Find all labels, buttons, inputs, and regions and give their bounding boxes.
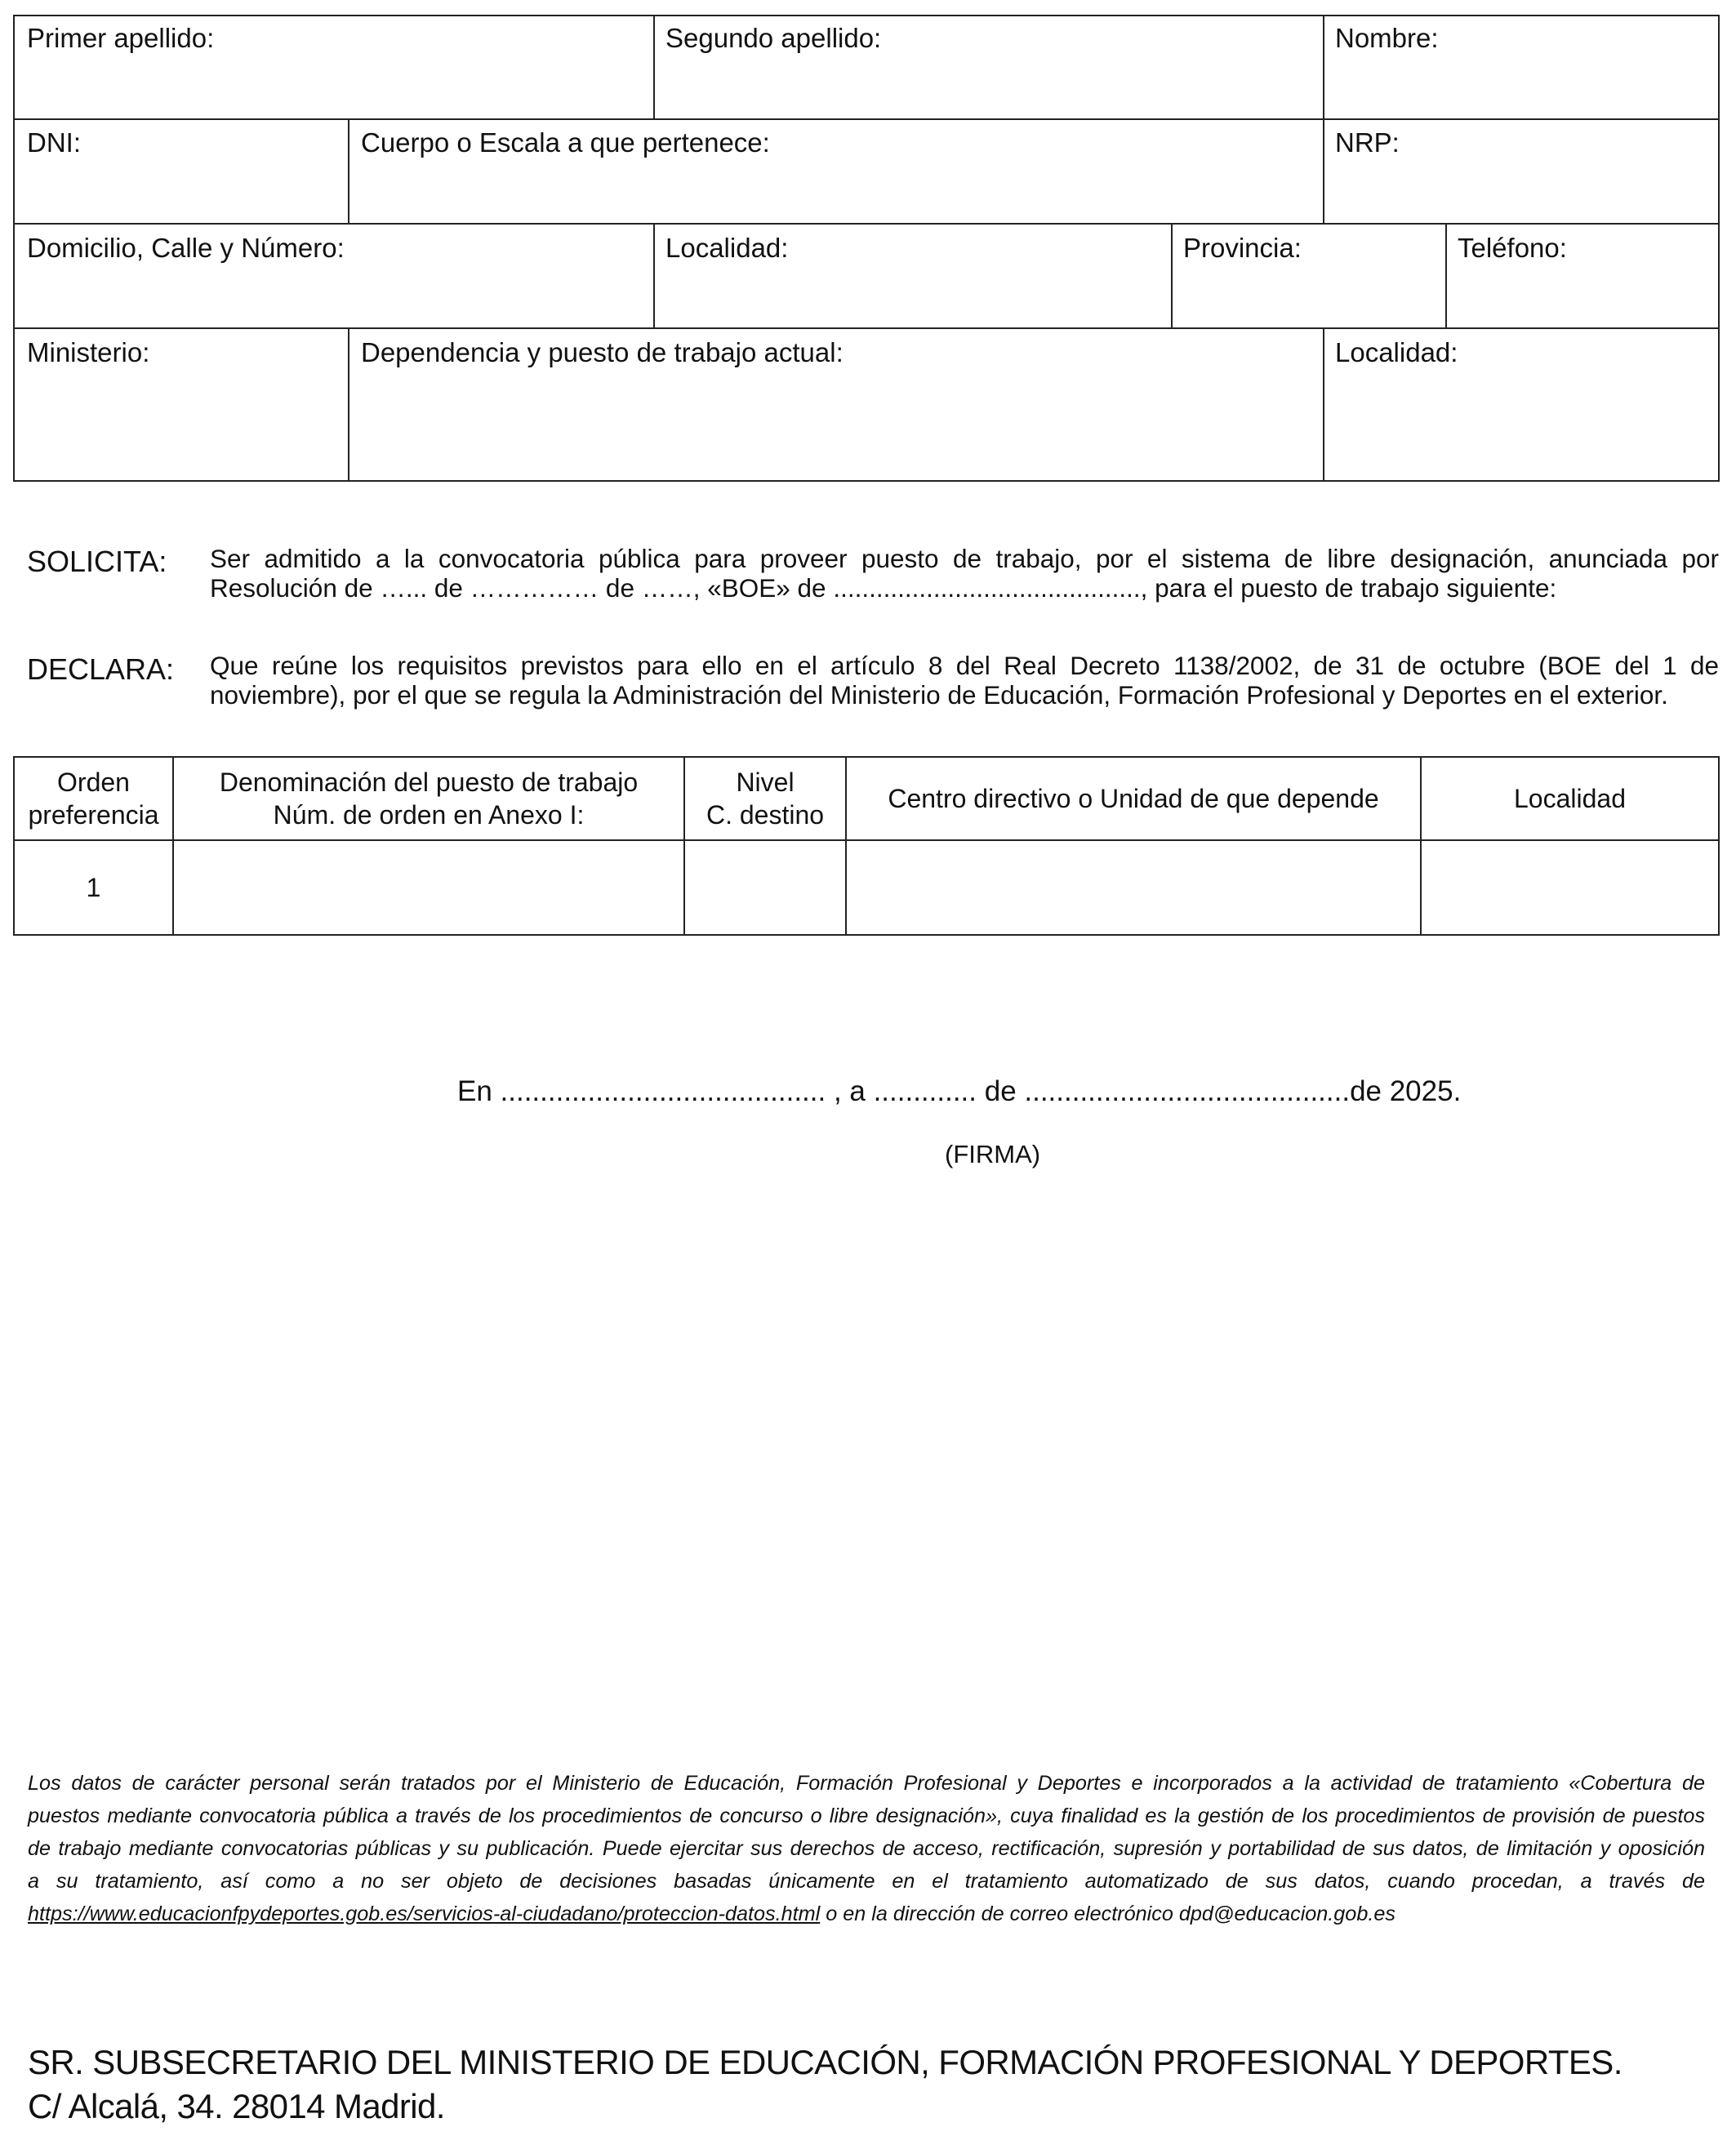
field-dni[interactable]: DNI: <box>27 127 81 158</box>
col-divider <box>1171 224 1173 328</box>
field-segundo-apellido[interactable]: Segundo apellido: <box>665 23 882 53</box>
col-divider <box>1323 15 1324 119</box>
recipient-address-line-2: C/ Alcalá, 34. 28014 Madrid. <box>28 2087 445 2125</box>
privacy-notice <box>28 1767 1705 1930</box>
header-localidad <box>1422 758 1718 839</box>
header-orden-line-1: Orden <box>57 768 130 797</box>
field-nrp[interactable]: NRP: <box>1335 127 1400 158</box>
col-divider <box>1323 328 1324 482</box>
field-nombre[interactable]: Nombre: <box>1335 23 1439 53</box>
col-divider <box>1445 224 1447 328</box>
recipient-address-line-1: SR. SUBSECRETARIO DEL MINISTERIO DE EDUCACIÓN, FORMACIÓN PROFESIONAL Y DEPORTES. <box>28 2043 1622 2081</box>
solicita-line-2: Resolución de …... de …………… de ……, «BOE» de ..........................................., para el puesto de trabajo siguiente: <box>210 573 1557 603</box>
table-row-orden[interactable] <box>15 841 172 934</box>
header-orden-preferencia <box>15 758 172 839</box>
privacy-line-1: Los datos de carácter personal serán tratados por el Ministerio de Educación, Formación Profesional y Deportes e incorporados a la actividad de tratamiento «Cobertura de <box>28 1772 1705 1795</box>
table-row-localidad[interactable] <box>1422 841 1718 934</box>
firma-label: (FIRMA) <box>945 1140 1041 1168</box>
solicita-text <box>210 544 1719 603</box>
field-localidad-actual[interactable]: Localidad: <box>1335 337 1458 367</box>
field-domicilio[interactable]: Domicilio, Calle y Número: <box>27 233 345 263</box>
header-nivel <box>685 758 845 839</box>
col-divider <box>1323 119 1324 224</box>
row-orden-value: 1 <box>86 873 101 902</box>
col-divider <box>348 328 349 482</box>
field-dependencia-puesto[interactable]: Dependencia y puesto de trabajo actual: <box>361 337 844 367</box>
row-divider <box>13 223 1720 225</box>
header-denominacion <box>174 758 683 839</box>
date-line[interactable]: En ......................................... , a ............. de .........................................de 2025. <box>457 1075 1462 1107</box>
field-primer-apellido[interactable]: Primer apellido: <box>27 23 215 53</box>
privacy-line-3: de trabajo mediante convocatorias públicas y su publicación. Puede ejercitar sus derechos de acceso, rectificación, supresión y portabilidad de sus datos, de limitación y oposición <box>28 1837 1705 1860</box>
field-provincia[interactable]: Provincia: <box>1183 233 1302 263</box>
privacy-link[interactable]: https://www.educacionfpydeportes.gob.es/servicios-al-ciudadano/proteccion-datos.html <box>28 1902 821 1925</box>
table-row-denominacion[interactable] <box>174 841 683 934</box>
privacy-line-2: puestos mediante convocatoria pública a través de los procedimientos de concurso o libre designación», cuya finalidad es la gestión de los procedimientos de provisión de puestos <box>28 1804 1705 1827</box>
table-row-nivel[interactable] <box>685 841 845 934</box>
header-centro-directivo <box>847 758 1420 839</box>
field-cuerpo-escala[interactable]: Cuerpo o Escala a que pertenece: <box>361 127 770 158</box>
solicita-line-1: Ser admitido a la convocatoria pública para proveer puesto de trabajo, por el sistema de libre designación, anunciada por <box>210 544 1719 573</box>
header-orden-line-2: preferencia <box>28 800 159 830</box>
col-divider <box>653 15 655 119</box>
row-divider <box>13 327 1720 329</box>
header-nivel-line-2: C. destino <box>706 800 825 830</box>
privacy-line-5 <box>28 1898 1705 1930</box>
declara-label: DECLARA: <box>27 652 175 686</box>
header-denominacion-line-2: Núm. de orden en Anexo I: <box>273 800 585 830</box>
table-row-centro[interactable] <box>847 841 1420 934</box>
privacy-line-4: a su tratamiento, así como a no ser objeto de decisiones basadas únicamente en el tratamiento automatizado de sus datos, cuando procedan, a través de <box>28 1870 1705 1893</box>
declara-line-2: noviembre), por el que se regula la Administración del Ministerio de Educación, Formación Profesional y Deportes en el exterior. <box>210 680 1668 710</box>
declara-line-1: Que reúne los requisitos previstos para ello en el artículo 8 del Real Decreto 1138/2002, de 31 de octubre (BOE del 1 de <box>210 651 1719 680</box>
header-localidad-text: Localidad <box>1514 784 1626 813</box>
header-denominacion-line-1: Denominación del puesto de trabajo <box>219 768 639 797</box>
header-nivel-line-1: Nivel <box>736 768 795 797</box>
col-divider <box>348 119 349 224</box>
field-ministerio[interactable]: Ministerio: <box>27 337 150 367</box>
privacy-email-text: o en la dirección de correo electrónico dpd@educacion.gob.es <box>820 1902 1395 1925</box>
row-divider <box>13 118 1720 120</box>
declara-text <box>210 651 1719 710</box>
field-localidad[interactable]: Localidad: <box>665 233 789 263</box>
col-divider <box>653 224 655 328</box>
header-centro-text: Centro directivo o Unidad de que depende <box>888 784 1379 813</box>
solicita-label: SOLICITA: <box>27 545 167 578</box>
field-telefono[interactable]: Teléfono: <box>1458 233 1567 263</box>
